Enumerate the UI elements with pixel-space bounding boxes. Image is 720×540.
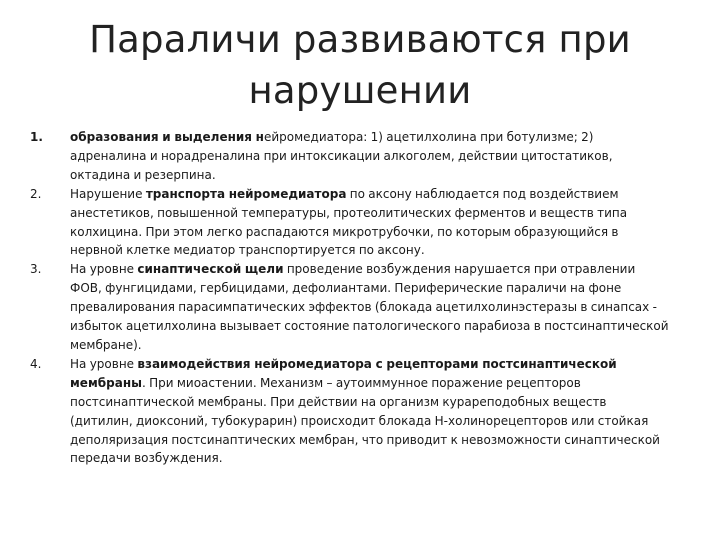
- bold-segment: образования и выделения н: [70, 130, 264, 144]
- slide-title: [60, 14, 660, 116]
- text-segment: по аксону наблюдается под воздействием анестетиков, повышенной температуры, протеолитических ферментов и веществ типа колхицина. При этом легко распадаются микротрубочки, по которым образующийся в нервной клетке медиатор транспортируется по аксону.: [70, 186, 628, 258]
- numbered-list: [30, 128, 670, 468]
- list-item-text: [70, 355, 670, 468]
- list-item: [30, 128, 670, 185]
- bold-segment: взаимодействия нейромедиатора с рецепторами постсинаптической мембраны: [70, 356, 617, 390]
- list-item: [30, 260, 670, 355]
- list-item-number: 4.: [30, 356, 42, 371]
- bold-segment: транспорта нейромедиатора: [145, 186, 347, 201]
- list-item-number: 3.: [30, 262, 42, 277]
- list-item: [30, 355, 670, 468]
- text-segment: На уровне: [70, 262, 138, 277]
- list-item-text: [70, 128, 670, 185]
- text-segment: Нарушение: [70, 186, 146, 201]
- text-segment: На уровне: [70, 356, 138, 371]
- list-item-text: [70, 185, 670, 261]
- list-item-number: 1.: [30, 130, 43, 144]
- text-segment: проведение возбуждения нарушается при отравлении ФОВ, фунгицидами, гербицидами, дефолиантами. Периферические параличи на фоне превалирования парасимпатических эффектов (блокада ацетилхолинэстеразы в синапсах - избыток ацетилхолина вызывает состояние патологического парабиоза в постсинаптической мембране).: [70, 262, 669, 352]
- text-segment: . При миоастении. Механизм – аутоиммунное поражение рецепторов постсинаптической мембраны. При действии на организм курареподобных веществ (дитилин, диоксоний, тубокурарин) происходит блокада Н-холинорецепторов или стойкая деполяризация постсинаптических мембран, что приводит к невозможности синаптической передачи возбуждения.: [70, 375, 660, 466]
- title-line-1: Параличи развиваются при: [89, 18, 631, 61]
- list-item-number: 2.: [30, 186, 42, 201]
- list-item-text: [70, 260, 670, 355]
- list-item: [30, 185, 670, 261]
- text-segment: ейромедиатора: 1) ацетилхолина при ботулизме; 2) адреналина и норадреналина при интоксикации алкоголем, действии цитостатиков, октадина и резерпина.: [70, 130, 613, 182]
- bold-segment: синаптической щели: [137, 262, 284, 277]
- title-line-2: нарушении: [248, 69, 472, 112]
